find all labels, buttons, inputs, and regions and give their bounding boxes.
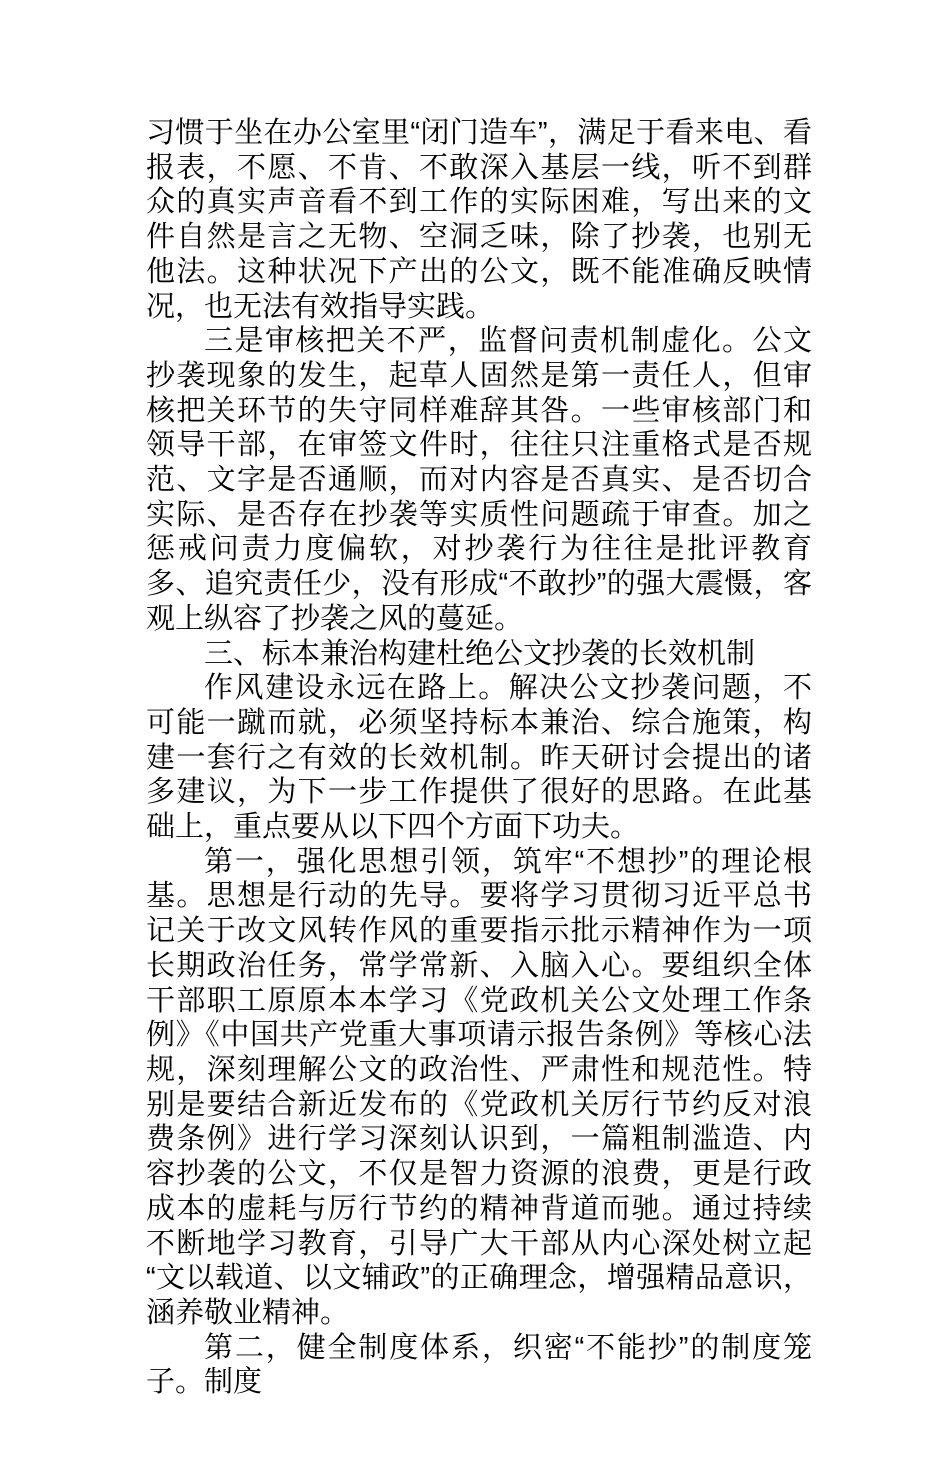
document-body xyxy=(146,116,812,1400)
paragraph-second-point: 第二，健全制度体系，织密“不能抄”的制度笼子。制度 xyxy=(146,1331,812,1399)
paragraph-first-point: 第一，强化思想引领，筑牢“不想抄”的理论根基。思想是行动的先导。要将学习贯彻习近平总书记关于改文风转作风的重要指示批示精神作为一项长期政治任务，常学常新、入脑入心。要组织全体干部职工原原本本学习《党政机关公文处理工作条例》《中国共产党重大事项请示报告条例》等核心法规，深刻理解公文的政治性、严肃性和规范性。特别是要结合新近发布的《党政机关厉行节约反对浪费条例》进行学习深刻认识到，一篇粗制滥造、内容抄袭的公文，不仅是智力资源的浪费，更是行政成本的虚耗与厉行节约的精神背道而驰。通过持续不断地学习教育，引导广大干部从内心深处树立起“文以载道、以文辅政”的正确理念，增强精品意识，涵养敬业精神。 xyxy=(146,845,812,1329)
section-heading: 三、标本兼治构建杜绝公文抄袭的长效机制 xyxy=(204,637,756,670)
paragraph-audit-problem: 三是审核把关不严，监督问责机制虚化。公文抄袭现象的发生，起草人固然是第一责任人，但审核把关环节的失守同样难辞其咎。一些审核部门和领导干部，在审签文件时，往往只注重格式是否规范、文字是否通顺，而对内容是否真实、是否切合实际、是否存在抄袭等实质性问题疏于审查。加之惩戒问责力度偏软，对抄袭行为往往是批评教育多、追究责任少，没有形成“不敢抄”的强大震慑，客观上纵容了抄袭之风的蔓延。 xyxy=(146,325,812,635)
paragraph-continuation: 习惯于坐在办公室里“闭门造车”，满足于看来电、看报表，不愿、不肯、不敢深入基层一线，听不到群众的真实声音看不到工作的实际困难，写出来的文件自然是言之无物、空洞乏味，除了抄袭，也别无他法。这种状况下产出的公文，既不能准确反映情况，也无法有效指导实践。 xyxy=(146,117,812,323)
paragraph-work-style: 作风建设永远在路上。解决公文抄袭问题，不可能一蹴而就，必须坚持标本兼治、综合施策，构建一套行之有效的长效机制。昨天研讨会提出的诸多建议，为下一步工作提供了很好的思路。在此基础上，重点要从以下四个方面下功夫。 xyxy=(146,672,812,844)
